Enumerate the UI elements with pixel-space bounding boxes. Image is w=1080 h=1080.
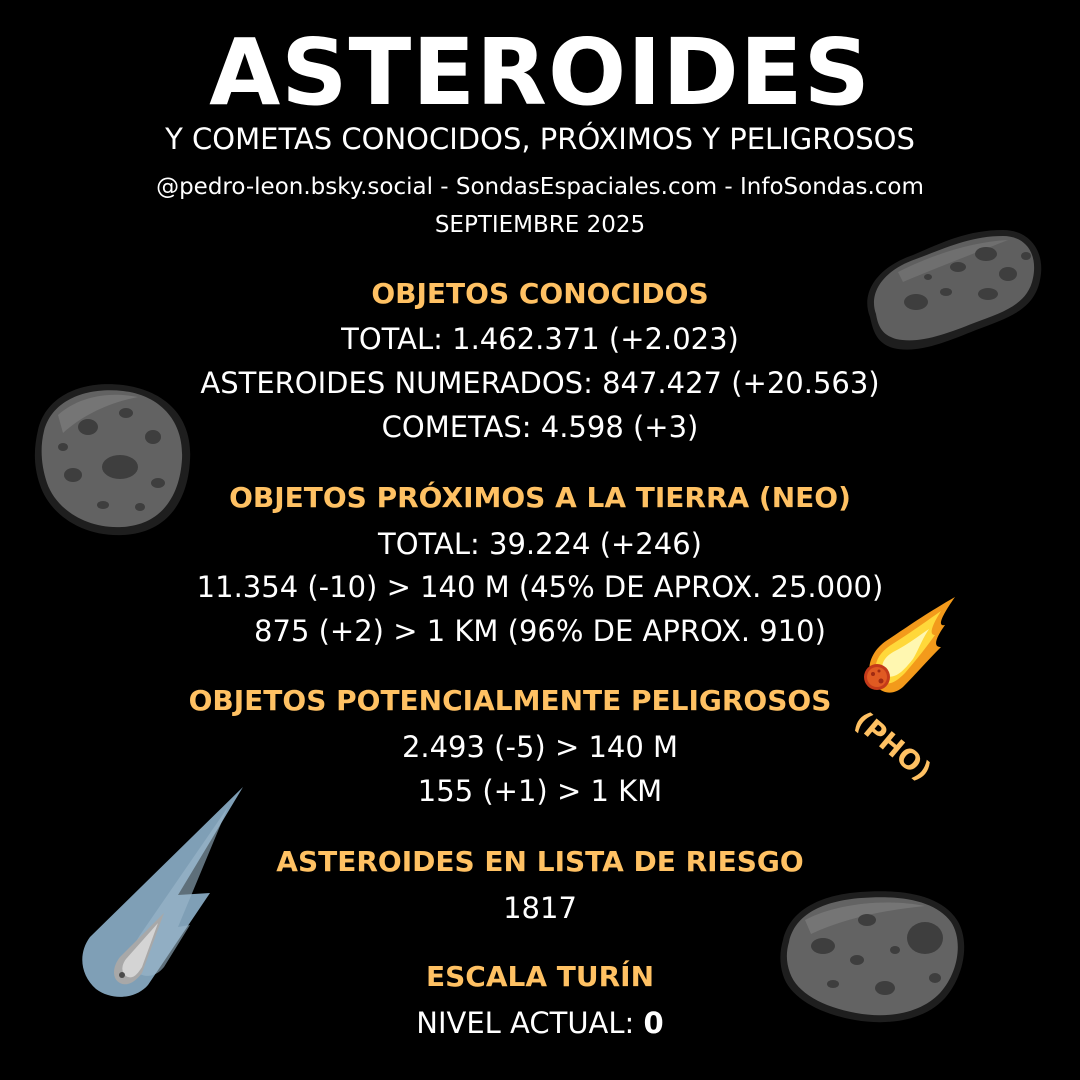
torino-label: NIVEL ACTUAL: xyxy=(416,1006,644,1040)
risk-heading: ASTEROIDES EN LISTA DE RIESGO xyxy=(276,845,804,878)
credits: @pedro-leon.bsky.social - SondasEspaciales.com - InfoSondas.com xyxy=(156,174,924,200)
known-numbered: ASTEROIDES NUMERADOS: 847.427 (+20.563) xyxy=(200,366,880,400)
page-subtitle: Y COMETAS CONOCIDOS, PRÓXIMOS Y PELIGROSOS xyxy=(165,122,915,156)
torino-heading: ESCALA TURÍN xyxy=(425,960,655,993)
known-comets: COMETAS: 4.598 (+3) xyxy=(381,410,699,444)
asteroid-icon xyxy=(775,880,970,1028)
pho-tag: (PHO) xyxy=(848,705,937,788)
date: SEPTIEMBRE 2025 xyxy=(434,212,646,238)
pho-over-1km: 155 (+1) > 1 KM xyxy=(417,774,663,808)
comet-icon xyxy=(78,785,248,1005)
neo-over-140m: 11.354 (-10) > 140 M (45% DE APROX. 25.000) xyxy=(196,570,884,604)
neo-heading: OBJETOS PRÓXIMOS A LA TIERRA (NEO) xyxy=(229,481,851,514)
risk-value: 1817 xyxy=(503,891,577,925)
fireball-icon xyxy=(855,595,965,705)
page-title: ASTEROIDES xyxy=(209,19,871,126)
torino-value: 0 xyxy=(643,1006,664,1040)
asteroid-icon xyxy=(28,375,198,540)
known-heading: OBJETOS CONOCIDOS xyxy=(371,277,709,310)
neo-total: TOTAL: 39.224 (+246) xyxy=(378,527,702,561)
asteroid-icon xyxy=(858,222,1048,362)
pho-heading-text: OBJETOS POTENCIALMENTE PELIGROSOS xyxy=(188,684,832,717)
known-total: TOTAL: 1.462.371 (+2.023) xyxy=(341,322,739,356)
pho-over-140m: 2.493 (-5) > 140 M xyxy=(401,730,679,764)
neo-over-1km: 875 (+2) > 1 KM (96% DE APROX. 910) xyxy=(254,614,826,648)
